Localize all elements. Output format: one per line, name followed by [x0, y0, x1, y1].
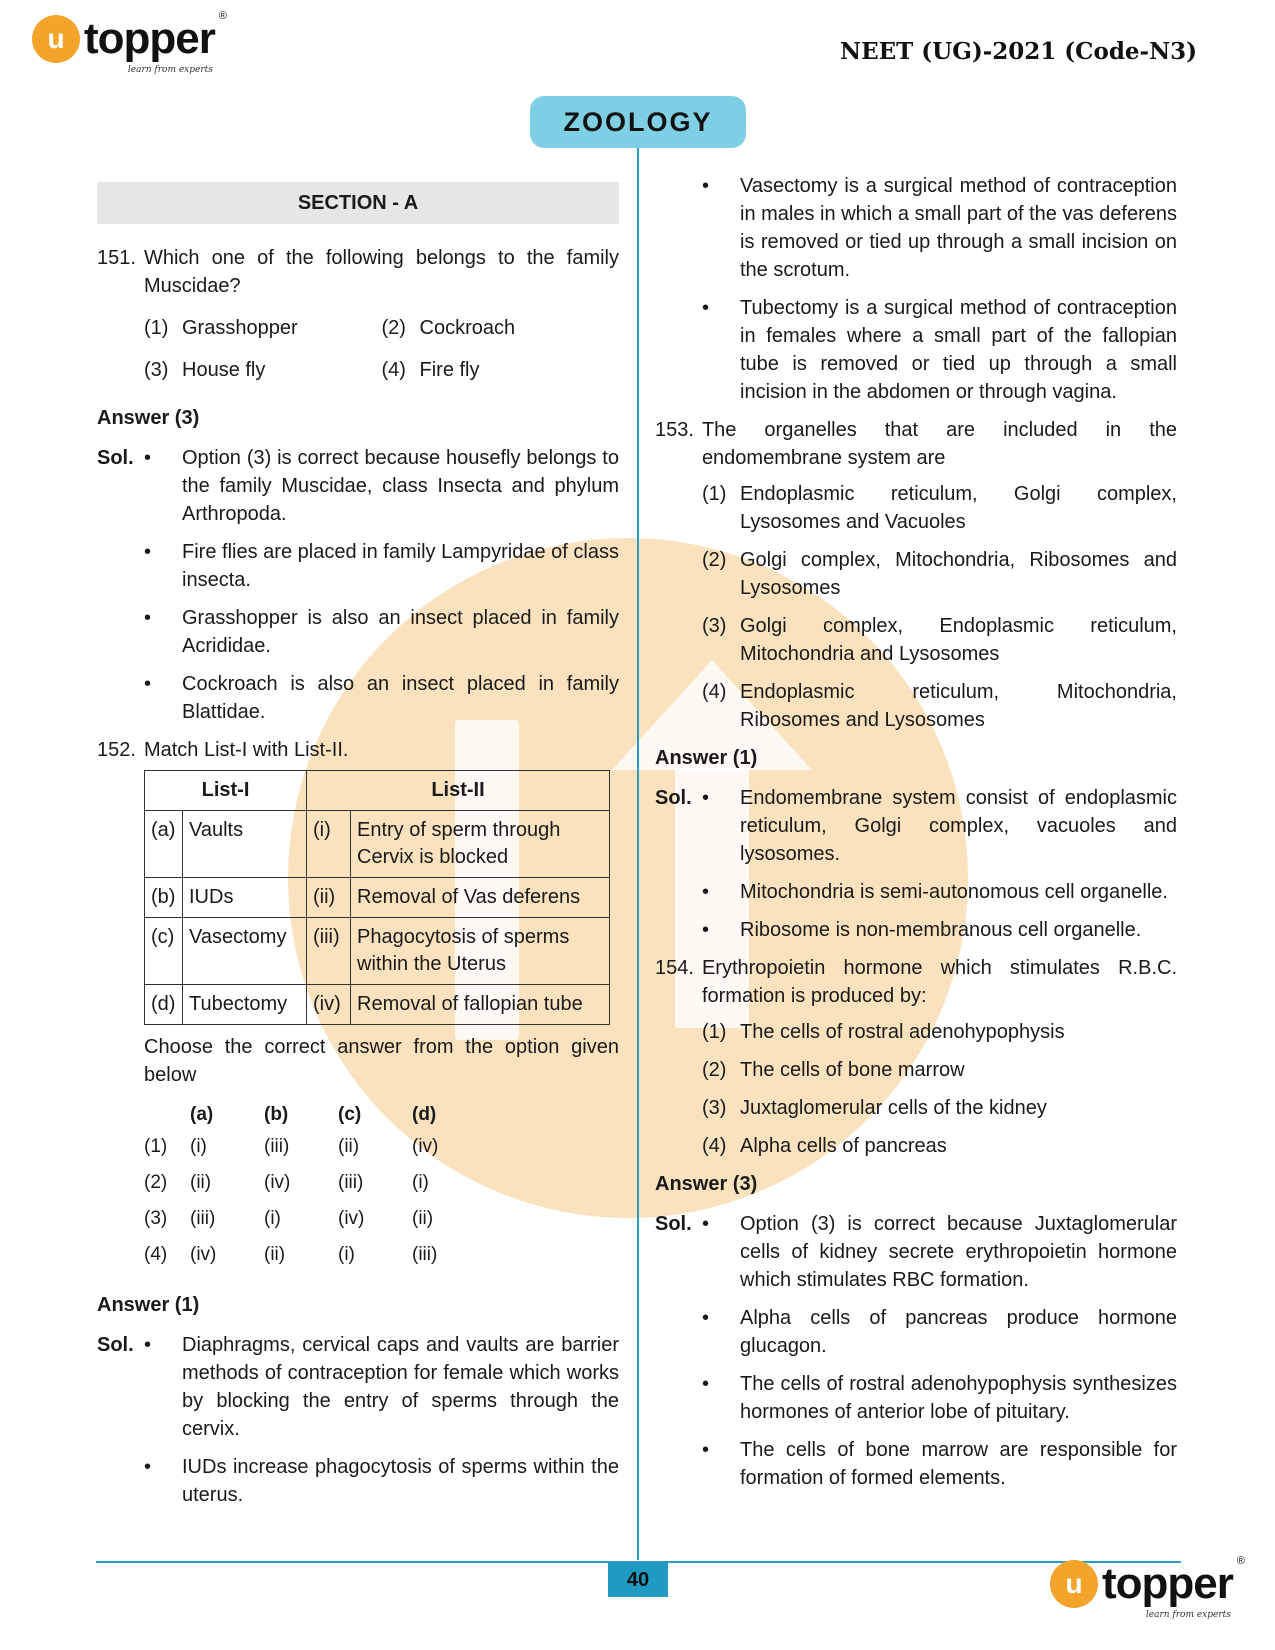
solution-item: Sol. • Endomembrane system consist of endoplasmic reticulum, Golgi complex, vacuoles and lysosomes.: [655, 784, 1177, 868]
option: (2) Cockroach: [381, 317, 516, 339]
answer: Answer (1): [655, 747, 758, 769]
question-text: The organelles that are included in the endomembrane system are: [701, 419, 1177, 469]
question-text: Erythropoietin hormone which stimulates R.B.C. formation is produced by:: [701, 957, 1177, 1007]
topper-logo-footer: [1050, 1555, 1245, 1620]
solution-item: • The cells of bone marrow are responsible for formation of formed elements.: [702, 1439, 1177, 1489]
exam-title: NEET (UG)-2021 (Code-N3): [840, 38, 1197, 65]
solution-item: Sol. • Option (3) is correct because housefly belongs to the family Muscidae, class Insecta and phylum Arthropoda.: [97, 444, 619, 528]
table-row: (d) Tubectomy (iv) Removal of fallopian tube: [145, 985, 610, 1025]
solution-item: • Vasectomy is a surgical method of contraception in males in which a small part of the vas deferens is removed or tied up through a small incision on the scrotum.: [702, 175, 1177, 281]
logo-text: topper: [84, 14, 215, 63]
solution-item: • Tubectomy is a surgical method of contraception in females where a small part of the fallopian tube is removed or tied up through a small incision in the abdomen or through vagina.: [702, 297, 1177, 403]
question-number: 151.: [97, 247, 136, 269]
logo-u-icon: u: [1050, 1560, 1098, 1608]
registered-icon: ®: [218, 10, 227, 22]
question-154: [655, 954, 1177, 1010]
question-number: 152.: [97, 739, 136, 761]
sol-label: Sol.: [97, 447, 134, 469]
list2-header: List-II: [307, 771, 610, 811]
solution-item: • Ribosome is non-membranous cell organelle.: [702, 919, 1142, 941]
q151-options: [144, 314, 619, 384]
logo-text: topper: [1102, 1559, 1233, 1608]
question-text: Which one of the following belongs to the family Muscidae?: [143, 247, 619, 297]
table-row: (c) Vasectomy (iii) Phagocytosis of sperms within the Uterus: [145, 918, 610, 985]
section-title: SECTION - A: [97, 182, 619, 224]
q154-options: [702, 1018, 1177, 1160]
solution-item: • Mitochondria is semi-autonomous cell organelle.: [702, 881, 1168, 903]
logo-u-icon: u: [32, 15, 80, 63]
solution-item: Sol. • Option (3) is correct because Juxtaglomerular cells of kidney secrete erythropoietin hormone which stimulates RBC formation.: [655, 1210, 1177, 1294]
sol-label: Sol.: [97, 1334, 134, 1356]
question-153: [655, 416, 1177, 472]
option: (1) The cells of rostral adenohypophysis: [702, 1021, 1065, 1043]
match-table: [144, 770, 610, 1025]
right-column: [655, 172, 1177, 1502]
page-number: 40: [608, 1563, 668, 1597]
list1-header: List-I: [145, 771, 307, 811]
answer: Answer (3): [655, 1173, 758, 1195]
question-number: 153.: [655, 419, 694, 441]
option: (3) Juxtaglomerular cells of the kidney: [702, 1097, 1047, 1119]
option-row: (2) (ii) (iv) (iii) (i): [144, 1172, 429, 1193]
solution-item: Sol. • Diaphragms, cervical caps and vaults are barrier methods of contraception for female which works by blocking the entry of sperms through the cervix.: [97, 1331, 619, 1443]
option-row: (1) (i) (iii) (ii) (iv): [144, 1136, 439, 1157]
answer: Answer (1): [97, 1294, 200, 1316]
question-152: [97, 736, 619, 764]
option: (4) Alpha cells of pancreas: [702, 1135, 947, 1157]
option: (3) House fly: [144, 359, 266, 381]
logo-tagline: learn from experts: [127, 65, 213, 75]
solution-item: • Grasshopper is also an insect placed in family Acrididae.: [144, 607, 619, 657]
question-text: Match List-I with List-II.: [143, 739, 349, 761]
instruction-text: Choose the correct answer from the option given below: [144, 1036, 619, 1086]
solution-item: • The cells of rostral adenohypophysis synthesizes hormones of anterior lobe of pituitary.: [702, 1373, 1177, 1423]
option-row: (4) (iv) (ii) (i) (iii): [144, 1244, 438, 1265]
option-table: (a) (b) (c) (d) (1) (i) (iii) (ii) (iv) (2) (ii) (iv) (iii) (i) (3) (iii) (i) (iv) (ii) (4) (iv) (ii) (i) (iii): [144, 1097, 486, 1277]
sol-label: Sol.: [655, 787, 692, 809]
subject-title: ZOOLOGY: [530, 96, 746, 148]
solution-item: • IUDs increase phagocytosis of sperms within the uterus.: [144, 1456, 619, 1506]
question-151: [97, 244, 619, 300]
answer: Answer (3): [97, 407, 200, 429]
solution-item: • Cockroach is also an insect placed in family Blattidae.: [144, 673, 619, 723]
option: (3) Golgi complex, Endoplasmic reticulum, Mitochondria and Lysosomes: [702, 615, 1177, 665]
option: (1) Endoplasmic reticulum, Golgi complex, Lysosomes and Vacuoles: [702, 483, 1177, 533]
option: (4) Endoplasmic reticulum, Mitochondria, Ribosomes and Lysosomes: [702, 681, 1177, 731]
registered-icon: ®: [1236, 1555, 1245, 1567]
logo-tagline: learn from experts: [1145, 1610, 1231, 1620]
sol-label: Sol.: [655, 1213, 692, 1235]
option: (4) Fire fly: [381, 359, 480, 381]
solution-item: • Alpha cells of pancreas produce hormone glucagon.: [702, 1307, 1177, 1357]
table-row: (b) IUDs (ii) Removal of Vas deferens: [145, 878, 610, 918]
question-number: 154.: [655, 957, 694, 979]
topper-logo: [32, 10, 227, 75]
table-row: (a) Vaults (i) Entry of sperm through Cervix is blocked: [145, 811, 610, 878]
option-row: (3) (iii) (i) (iv) (ii): [144, 1208, 434, 1229]
option: (1) Grasshopper: [144, 317, 298, 339]
solution-item: • Fire flies are placed in family Lampyridae of class insecta.: [144, 541, 619, 591]
option: (2) Golgi complex, Mitochondria, Ribosomes and Lysosomes: [702, 549, 1177, 599]
q153-options: [702, 480, 1177, 734]
option: (2) The cells of bone marrow: [702, 1059, 965, 1081]
column-divider: [637, 148, 639, 1560]
left-column: [97, 176, 619, 1519]
